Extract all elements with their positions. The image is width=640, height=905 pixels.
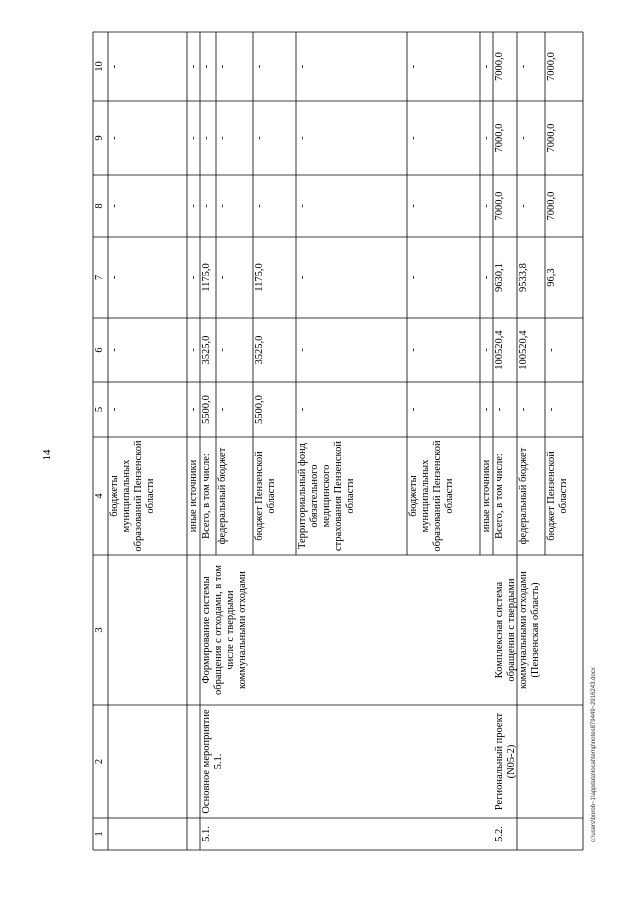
value-cell: 1175,0 (254, 263, 265, 292)
value-cell: 7000,0 (546, 191, 557, 221)
column-number: 6 (94, 347, 105, 353)
value-cell: - (201, 136, 212, 140)
event-name: Основное мероприятие 5.1. (201, 709, 224, 814)
value-cell: - (297, 407, 308, 412)
value-cell: - (217, 204, 228, 208)
value-cell: - (201, 64, 212, 69)
value-cell: - (297, 136, 308, 140)
value-cell: - (481, 407, 492, 412)
column-number: 8 (94, 203, 105, 209)
source-cell: федеральный бюджет (217, 447, 228, 545)
value-cell: - (481, 136, 492, 140)
value-cell: 7000,0 (494, 123, 505, 153)
source-cell: Территориальный фонд обязательного медицинского страхования Пензенской области (297, 441, 356, 551)
column-number: 5 (94, 406, 105, 413)
source-cell: бюджеты муниципальных образований Пензенской области (408, 440, 455, 552)
value-cell: - (408, 348, 419, 352)
value-cell: - (217, 407, 228, 412)
value-cell: - (188, 204, 199, 208)
source-cell: иные источники (481, 459, 492, 533)
value-cell: - (297, 275, 308, 280)
source-cell: федеральный бюджет (518, 447, 529, 545)
source-cell: бюджет Пензенской области (254, 451, 277, 541)
value-cell: 100520,4 (518, 330, 529, 370)
value-cell: 9533,8 (518, 263, 529, 292)
value-cell: - (217, 64, 228, 69)
value-cell: - (518, 136, 529, 140)
column-number: 3 (94, 627, 105, 633)
value-cell: 96,3 (546, 268, 557, 287)
source-cell: Всего, в том числе: (494, 453, 505, 539)
value-cell: - (481, 204, 492, 208)
page-number: 14 (41, 449, 53, 461)
value-cell: 7000,0 (494, 52, 505, 81)
event-name: Региональный проект (N05-2) (494, 712, 517, 811)
value-cell: - (297, 204, 308, 208)
value-cell: - (408, 204, 419, 208)
value-cell: - (408, 275, 419, 280)
value-cell: - (494, 407, 505, 412)
column-number: 10 (94, 61, 105, 72)
value-cell: - (217, 275, 228, 280)
value-cell: 7000,0 (546, 123, 557, 153)
value-cell: - (109, 348, 120, 352)
event-description: Комплексная система обращения с твердыми коммунальными отходами (Пензенская область) (494, 571, 541, 689)
value-cell: - (109, 275, 120, 280)
value-cell: 9630,1 (494, 263, 505, 292)
value-cell: - (254, 204, 265, 208)
source-cell: иные источники (188, 459, 199, 533)
value-cell: - (188, 348, 199, 352)
value-cell: - (408, 64, 419, 69)
value-cell: - (188, 407, 199, 412)
source-cell: Всего, в том числе: (201, 453, 212, 539)
value-cell: 1175,0 (201, 263, 212, 292)
column-number: 2 (94, 758, 105, 765)
value-cell: - (201, 204, 212, 208)
value-cell: - (518, 204, 529, 208)
column-number: 4 (94, 493, 105, 499)
value-cell: 5500,0 (254, 395, 265, 424)
value-cell: - (217, 136, 228, 140)
value-cell: 7000,0 (546, 52, 557, 81)
source-cell: бюджеты муниципальных образований Пензенской области (109, 440, 156, 552)
value-cell: - (188, 136, 199, 140)
value-cell: 7000,0 (494, 191, 505, 221)
value-cell: - (109, 136, 120, 140)
value-cell: - (297, 64, 308, 69)
item-number: 5.2. (494, 826, 505, 842)
column-number: 9 (94, 135, 105, 141)
value-cell: - (546, 348, 557, 352)
value-cell: 5500,0 (201, 395, 212, 424)
source-cell: бюджет Пензенской области (546, 451, 569, 541)
value-cell: - (408, 407, 419, 412)
value-cell: - (481, 348, 492, 352)
item-number: 5.1. (201, 826, 212, 842)
value-cell: - (254, 136, 265, 140)
value-cell: 100520,4 (494, 330, 505, 370)
value-cell: 3525,0 (201, 335, 212, 365)
value-cell: - (518, 64, 529, 69)
value-cell: - (297, 348, 308, 352)
column-number: 7 (94, 274, 105, 281)
value-cell: - (481, 275, 492, 280)
event-description: Формирование системы обращения с отходами, в том числе с твердыми коммунальными отходами (201, 565, 248, 695)
footer-file-path: c:\users\borob~1\appdata\local\temp\notes879449~2916243.docx (591, 667, 597, 842)
value-cell: 3525,0 (254, 335, 265, 365)
value-cell: - (188, 275, 199, 280)
value-cell: - (518, 407, 529, 412)
value-cell: - (481, 64, 492, 69)
value-cell: - (188, 64, 199, 69)
column-number: 1 (94, 831, 105, 837)
value-cell: - (109, 407, 120, 412)
value-cell: - (408, 136, 419, 140)
value-cell: - (109, 204, 120, 208)
value-cell: - (546, 407, 557, 412)
value-cell: - (109, 64, 120, 69)
value-cell: - (254, 64, 265, 69)
value-cell: - (217, 348, 228, 352)
